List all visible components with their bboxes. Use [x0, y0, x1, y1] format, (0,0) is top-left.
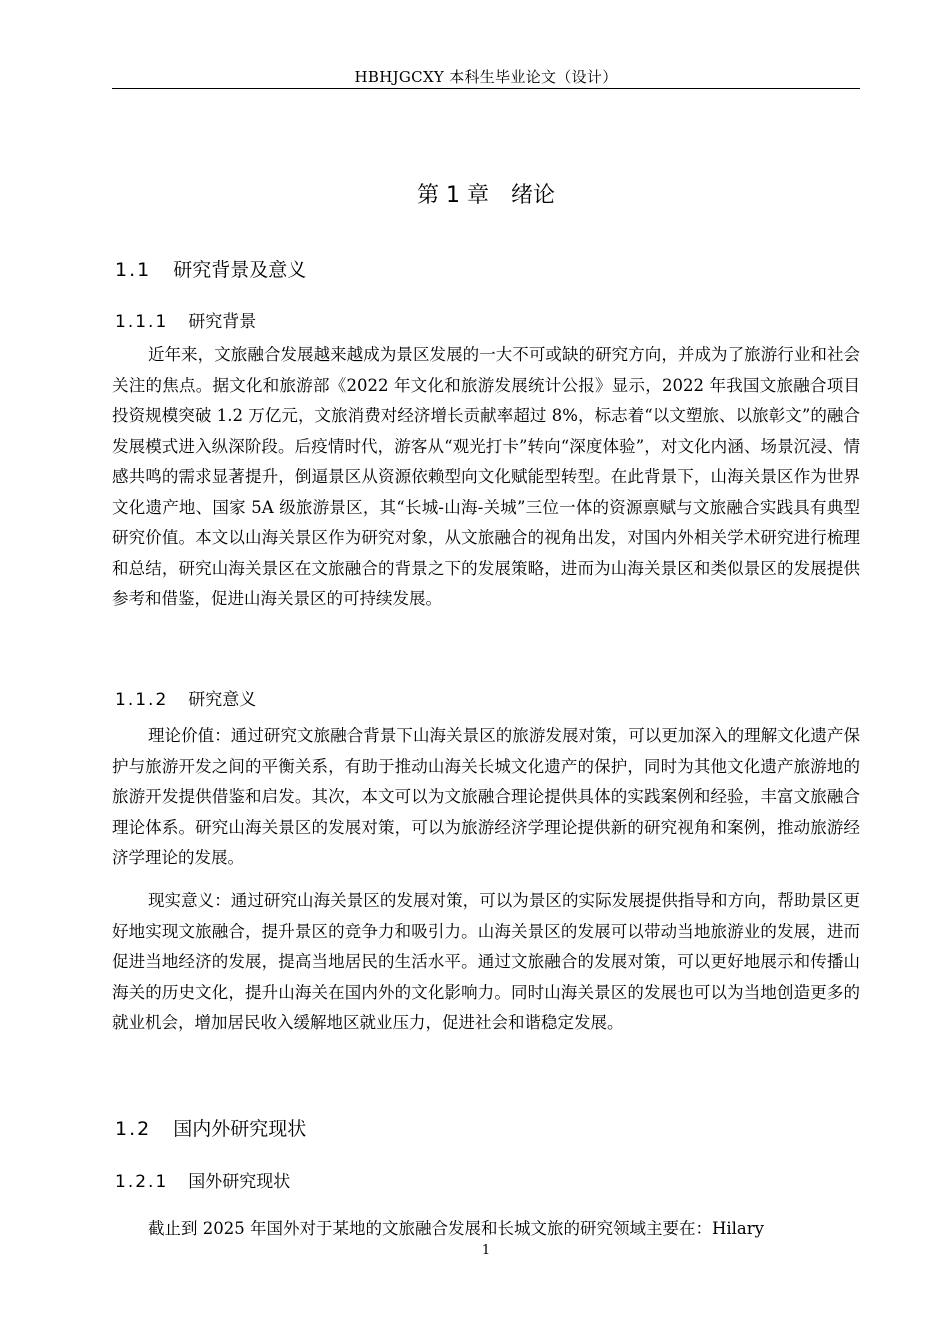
section-title: 国内外研究现状: [173, 1118, 307, 1140]
running-header: HBHJGCXY 本科生毕业论文（设计）: [354, 68, 618, 86]
paragraph-foreign-research: 截止到 2025 年国外对于某地的文旅融合发展和长城文旅的研究领域主要在：Hilary: [148, 1219, 764, 1238]
section-title: 研究意义: [188, 690, 257, 710]
section-title: 研究背景: [188, 312, 257, 332]
section-heading-1-2: [115, 1114, 306, 1141]
section-heading-1-1: [115, 255, 306, 282]
page-number: 1: [481, 1243, 491, 1258]
paragraph-background: 近年来，文旅融合发展越来越成为景区发展的一大不可或缺的研究方向，并成为了旅游行业和社会关注的焦点。据文化和旅游部《2022 年文化和旅游发展统计公报》显示，2022 年我国文旅融合项目投资规模突破 1.2 万亿元，文旅消费对经济增长贡献率超过 8%，标志着“以文塑旅、以旅彰文”的融合发展模式进入纵深阶段。后疫情时代，游客从“观光打卡”转向“深度体验”，对文化内涵、场景沉浸、情感共鸣的需求显著提升，倒逼景区从资源依赖型向文化赋能型转型。在此背景下，山海关景区作为世界文化遗产地、国家 5A 级旅游景区，其“长城-山海-关城”三位一体的资源禀赋与文旅融合实践具有典型研究价值。本文以山海关景区作为研究对象，从文旅融合的视角出发，对国内外相关学术研究进行梳理和总结，研究山海关景区在文旅融合的背景之下的发展策略，进而为山海关景区和类似景区的发展提供参考和借鉴，促进山海关景区的可持续发展。: [112, 345, 860, 608]
section-title: 研究背景及意义: [173, 259, 307, 281]
chapter-title: 第 1 章 绪论: [417, 183, 555, 208]
section-heading-1-1-1: [115, 307, 256, 332]
section-number: 1.1: [115, 259, 152, 281]
section-heading-1-1-2: [115, 685, 256, 710]
section-number: 1.1.2: [115, 690, 169, 710]
section-number: 1.2: [115, 1118, 152, 1140]
section-number: 1.2.1: [115, 1172, 169, 1192]
paragraph-practical-significance: 现实意义：通过研究山海关景区的发展对策，可以为景区的实际发展提供指导和方向，帮助景区更好地实现文旅融合，提升景区的竞争力和吸引力。山海关景区的发展可以带动当地旅游业的发展，进而促进当地经济的发展，提高当地居民的生活水平。通过文旅融合的发展对策，可以更好地展示和传播山海关的历史文化，提升山海关在国内外的文化影响力。同时山海关景区的发展也可以为当地创造更多的就业机会，增加居民收入缓解地区就业压力，促进社会和谐稳定发展。: [112, 891, 860, 1032]
section-number: 1.1.1: [115, 312, 169, 332]
section-title: 国外研究现状: [188, 1172, 291, 1192]
header-rule: [112, 88, 860, 89]
section-heading-1-2-1: [115, 1167, 290, 1192]
paragraph-theory-value: 理论价值：通过研究文旅融合背景下山海关景区的旅游发展对策，可以更加深入的理解文化遗产保护与旅游开发之间的平衡关系，有助于推动山海关长城文化遗产的保护，同时为其他文化遗产旅游地的旅游开发提供借鉴和启发。其次，本文可以为文旅融合理论提供具体的实践案例和经验，丰富文旅融合理论体系。研究山海关景区的发展对策，可以为旅游经济学理论提供新的研究视角和案例，推动旅游经济学理论的发展。: [112, 726, 860, 867]
